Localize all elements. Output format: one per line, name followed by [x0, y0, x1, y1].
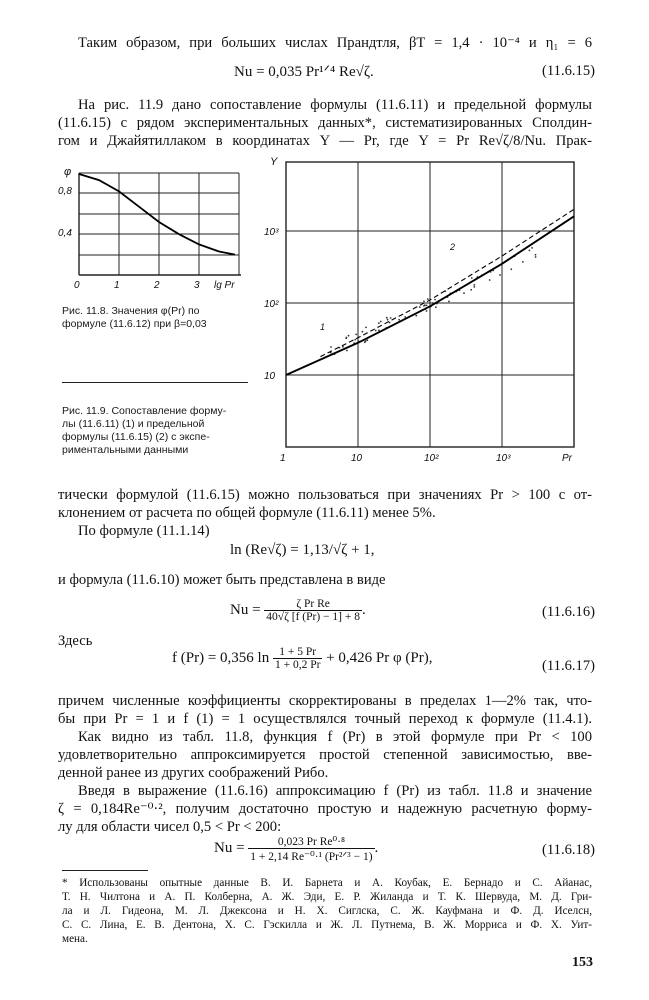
- para1-line1: Таким образом, при больших числах Прандтля, βT = 1,4 · 10⁻⁴ и η₁ = 6: [78, 35, 592, 51]
- para5-line6: Введя в выражение (11.6.16) аппроксимацию f (Pr) из табл. 11.8 и значение: [78, 783, 592, 799]
- data-point: [435, 306, 437, 308]
- y-axis-label: Y: [270, 156, 278, 168]
- data-point: [473, 286, 475, 288]
- x-tick-label: 10³: [496, 453, 511, 464]
- para3-line1: тически формулой (11.6.15) можно пользоваться при значениях Pr > 100 с от-: [58, 487, 592, 503]
- data-point: [346, 350, 348, 352]
- origin-label: 0: [74, 280, 80, 291]
- figure-11-9-chart: [258, 152, 588, 470]
- footnote-line2: Т. Н. Чилтона и А. П. Колберна, А. Ж. Эди, Е. Р. Жиланда и Т. К. Шервуда, М. Д. Гри-: [62, 891, 592, 903]
- para5-line8: лу для области чисел 0,5 < Pr < 200:: [58, 819, 282, 835]
- data-point: [522, 261, 524, 263]
- data-point: [529, 250, 531, 252]
- data-point: [531, 247, 533, 249]
- figure-11-9-caption-line3: формулы (11.6.15) (2) с экспе-: [62, 431, 210, 443]
- footnote-line1: * Использованы опытные данные В. И. Барнета и А. Коубак, Е. Бернадо и С. Айанас,: [62, 877, 592, 889]
- equation-number: (11.6.16): [542, 604, 595, 620]
- page-number: 153: [572, 955, 593, 970]
- x-tick-label: 1: [114, 280, 120, 291]
- data-point: [354, 339, 356, 341]
- figure-11-9-caption-line1: Рис. 11.9. Сопоставление форму-: [62, 405, 227, 417]
- data-point: [348, 335, 350, 337]
- equation-11-6-18: Nu = $\frac{\text{0,023 Pr Re⁰·⁸}}{\text{1 + 2,14 Re⁻⁰·¹ (Pr²ᐟ³ − 1)}}$ .: [214, 836, 379, 863]
- y-tick-label: 10: [264, 371, 276, 382]
- x-tick-label: 1: [280, 453, 286, 464]
- data-point: [535, 256, 537, 258]
- data-point: [463, 292, 465, 294]
- data-point: [419, 306, 421, 308]
- para5-line4: удовлетворительно аппроксимируется простой степенной зависимостью, вве-: [58, 747, 592, 763]
- data-point: [510, 268, 512, 270]
- data-point: [355, 334, 357, 336]
- para3-line3: По формуле (11.1.14): [78, 523, 210, 539]
- para5-line5: денной ранее из других соображений Рибо.: [58, 765, 329, 781]
- curve-2-label: 2: [450, 242, 456, 252]
- equation-11-1-14: ln (Re√ζ) = 1,13/√ζ + 1,: [230, 542, 375, 558]
- equation-11-6-17: f (Pr) = 0,356 ln $\frac{1 + 5 Pr}{1 + 0,2 Pr}$ + 0,426 Pr φ (Pr),: [172, 646, 433, 671]
- data-point: [398, 319, 400, 321]
- x-tick-label: 2: [154, 280, 160, 291]
- figure-11-9-caption-line4: риментальными данными: [62, 444, 189, 456]
- data-point: [499, 274, 501, 276]
- equation-number: (11.6.18): [542, 842, 595, 858]
- data-point: [386, 317, 388, 319]
- data-point: [434, 299, 436, 301]
- grid: [79, 173, 241, 275]
- para5-line3: Как видно из табл. 11.8, функция f (Pr) в этой формуле при Pr < 100: [78, 729, 592, 745]
- footnote-line3: ла и Л. Гидеона, М. Л. Джексона и Н. Х. Сиглска, С. Ж. Кауфмана и Ф. Д. Иселсн,: [62, 905, 592, 917]
- equation-11-6-15: Nu = 0,035 Pr¹ᐟ⁴ Re√ζ.: [234, 64, 374, 80]
- data-point: [470, 289, 472, 291]
- y-tick-label: 10²: [264, 299, 279, 310]
- figure-11-8-caption-line1: Рис. 11.8. Значения φ(Pr) по: [62, 305, 200, 317]
- data-point: [535, 254, 537, 256]
- para5-line1: причем численные коэффициенты скорректированы в пределах 1—2% так, что-: [58, 693, 592, 709]
- data-point: [489, 279, 491, 281]
- data-point: [473, 284, 475, 286]
- zdes-label: Здесь: [58, 633, 93, 649]
- data-point: [423, 300, 425, 302]
- x-tick-label: 3: [194, 280, 200, 291]
- data-point: [471, 277, 473, 279]
- x-tick-label: 10: [351, 453, 363, 464]
- x-axis-label: lg Pr: [214, 280, 235, 291]
- para2-line1: На рис. 11.9 дано сопоставление формулы (11.6.11) и предельной формулы: [78, 97, 592, 113]
- data-point: [378, 322, 380, 324]
- data-point: [426, 310, 428, 312]
- figure-11-8-chart: [56, 155, 256, 295]
- footnote-line5: мена.: [62, 933, 88, 945]
- data-point: [415, 315, 417, 317]
- data-point: [330, 346, 332, 348]
- data-point: [390, 317, 392, 319]
- para2-line2: (11.6.15) с рядом экспериментальных данных*, систематизированных Сполдин-: [58, 115, 592, 131]
- data-point: [448, 301, 450, 303]
- x-axis-label: Pr: [562, 453, 572, 464]
- x-tick-label: 10²: [424, 453, 439, 464]
- para2-line3: гом и Джайятиллаком в координатах Y — Pr, где Y = Pr Re√ζ/8/Nu. Прак-: [58, 133, 592, 149]
- curve-1-label: 1: [320, 322, 326, 332]
- data-point: [362, 331, 364, 333]
- para5-line2: бы при Pr = 1 и f (1) = 1 осуществлялся точный переход к формуле (11.4.1).: [58, 711, 592, 727]
- para4-line1: и формула (11.6.10) может быть представлена в виде: [58, 572, 386, 588]
- equation-number: (11.6.17): [542, 658, 595, 674]
- equation-11-6-16: Nu = $\frac{\text{ζ Pr Re}}{40√\zeta [f (Pr) - 1] + 8}$ .: [230, 598, 366, 623]
- experimental-data-points: [330, 247, 537, 355]
- data-point: [427, 298, 429, 300]
- figure-11-9-caption-line2: лы (11.6.11) (1) и предельной: [62, 418, 205, 430]
- para5-line7: ζ = 0,184Re⁻⁰·², получим достаточно простую и надежную расчетную форму-: [58, 801, 592, 817]
- data-point: [426, 305, 428, 307]
- figure-11-8-caption-line2: формуле (11.6.12) при β=0,03: [62, 318, 207, 330]
- footnote-line4: С. С. Лина, Е. В. Дентона, Х. С. Гэскилла и Ж. Л. Путнема, В. Ж. Морриса и Ф. Х. Уит-: [62, 919, 592, 931]
- y-tick-label: 0,4: [58, 228, 72, 239]
- footnote-rule: [62, 870, 148, 871]
- data-point: [366, 339, 368, 341]
- equation-number: (11.6.15): [542, 63, 595, 79]
- y-tick-label: 0,8: [58, 186, 72, 197]
- data-point: [380, 321, 382, 323]
- data-point: [387, 319, 389, 321]
- y-tick-label: 10³: [264, 227, 279, 238]
- data-point: [364, 341, 366, 343]
- figure-divider: [62, 382, 248, 383]
- y-axis-label: φ: [64, 166, 72, 178]
- para3-line2: клонением от расчета по общей формуле (11.6.11) менее 5%.: [58, 505, 436, 521]
- data-point: [346, 337, 348, 339]
- grid: [286, 162, 574, 447]
- data-point: [365, 327, 367, 329]
- data-point: [375, 330, 377, 332]
- data-point: [423, 305, 425, 307]
